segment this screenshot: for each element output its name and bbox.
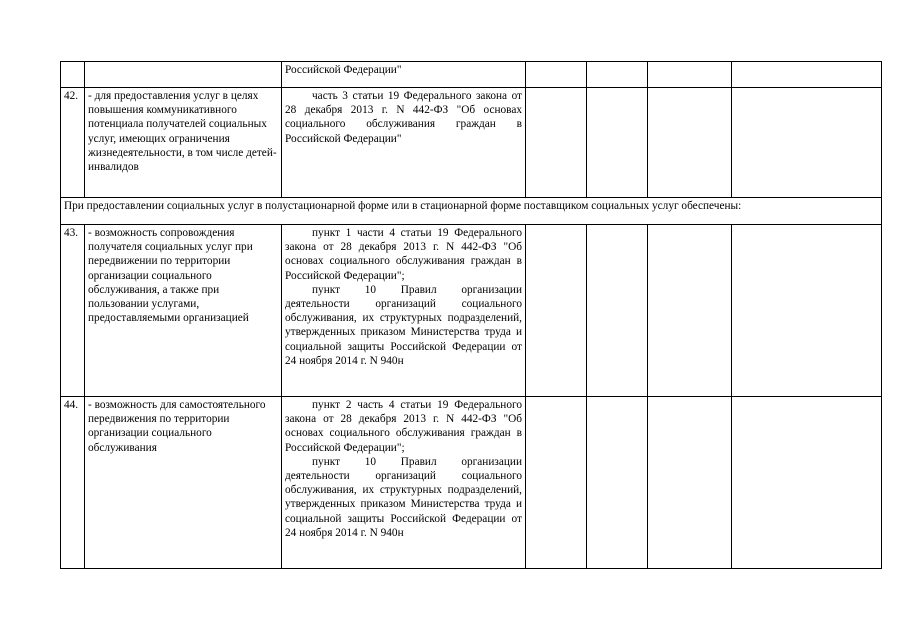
- section-heading-row: [61, 198, 882, 225]
- table-row-continuation: [61, 62, 882, 88]
- cell-answer-no: [587, 397, 648, 569]
- row-number: 42.: [61, 88, 85, 198]
- table-row-44: [61, 397, 882, 569]
- cell-answer-yes: [526, 62, 587, 88]
- table-row-42: [61, 88, 882, 198]
- row-number: 43.: [61, 225, 85, 397]
- cell-answer-na: [648, 62, 732, 88]
- cell-answer-na: [648, 397, 732, 569]
- requirements-table: [60, 61, 882, 569]
- cell-basis: [282, 62, 526, 88]
- row-number: 44.: [61, 397, 85, 569]
- cell-answer-no: [587, 88, 648, 198]
- cell-answer-yes: [526, 88, 587, 198]
- cell-answer-no: [587, 225, 648, 397]
- cell-notes: [732, 88, 882, 198]
- cell-notes: [732, 397, 882, 569]
- basis-paragraph: пункт 10 Правил организации деятельности организаций социального обслуживания, их структурных подразделений, утвержденных приказом Министерства труда и социальной защиты Российской Федерации от 24 ноября 2014 г. N 940н: [285, 283, 522, 367]
- cell-answer-yes: [526, 225, 587, 397]
- cell-basis: [282, 225, 526, 397]
- cell-answer-na: [648, 88, 732, 198]
- cell-basis: [282, 88, 526, 198]
- requirement-text: - возможность сопровождения получателя социальных услуг при передвижении по территории организации социального обслуживания, а также при пользовании услугами, предоставляемыми организацией: [85, 225, 282, 397]
- basis-text: Российской Федерации": [285, 64, 402, 76]
- basis-paragraph: пункт 10 Правил организации деятельности организаций социального обслуживания, их структурных подразделений, утвержденных приказом Министерства труда и социальной защиты Российской Федерации от 24 ноября 2014 г. N 940н: [285, 455, 522, 539]
- cell-notes: [732, 62, 882, 88]
- cell-basis: [282, 397, 526, 569]
- cell-answer-na: [648, 225, 732, 397]
- cell-requirement-empty: [85, 62, 282, 88]
- cell-number-empty: [61, 62, 85, 88]
- requirement-text: - для предоставления услуг в целях повышения коммуникативного потенциала получателей социальных услуг, имеющих ограничения жизнедеятельности, в том числе детей-инвалидов: [85, 88, 282, 198]
- basis-paragraph: пункт 2 часть 4 статьи 19 Федерального закона от 28 декабря 2013 г. N 442-ФЗ "Об основах социального обслуживания граждан в Российской Федерации";: [285, 399, 522, 454]
- basis-paragraph: пункт 1 части 4 статьи 19 Федерального закона от 28 декабря 2013 г. N 442-ФЗ "Об основах социального обслуживания граждан в Российской Федерации";: [285, 227, 522, 282]
- cell-notes: [732, 225, 882, 397]
- requirement-text: - возможность для самостоятельного передвижения по территории организации социального обслуживания: [85, 397, 282, 569]
- section-heading: При предоставлении социальных услуг в полустационарной форме или в стационарной форме поставщиком социальных услуг обеспечены:: [61, 198, 882, 225]
- cell-answer-no: [587, 62, 648, 88]
- cell-answer-yes: [526, 397, 587, 569]
- basis-paragraph: часть 3 статьи 19 Федерального закона от 28 декабря 2013 г. N 442-ФЗ "Об основах социального обслуживания граждан в Российской Федерации": [285, 90, 522, 145]
- table-row-43: [61, 225, 882, 397]
